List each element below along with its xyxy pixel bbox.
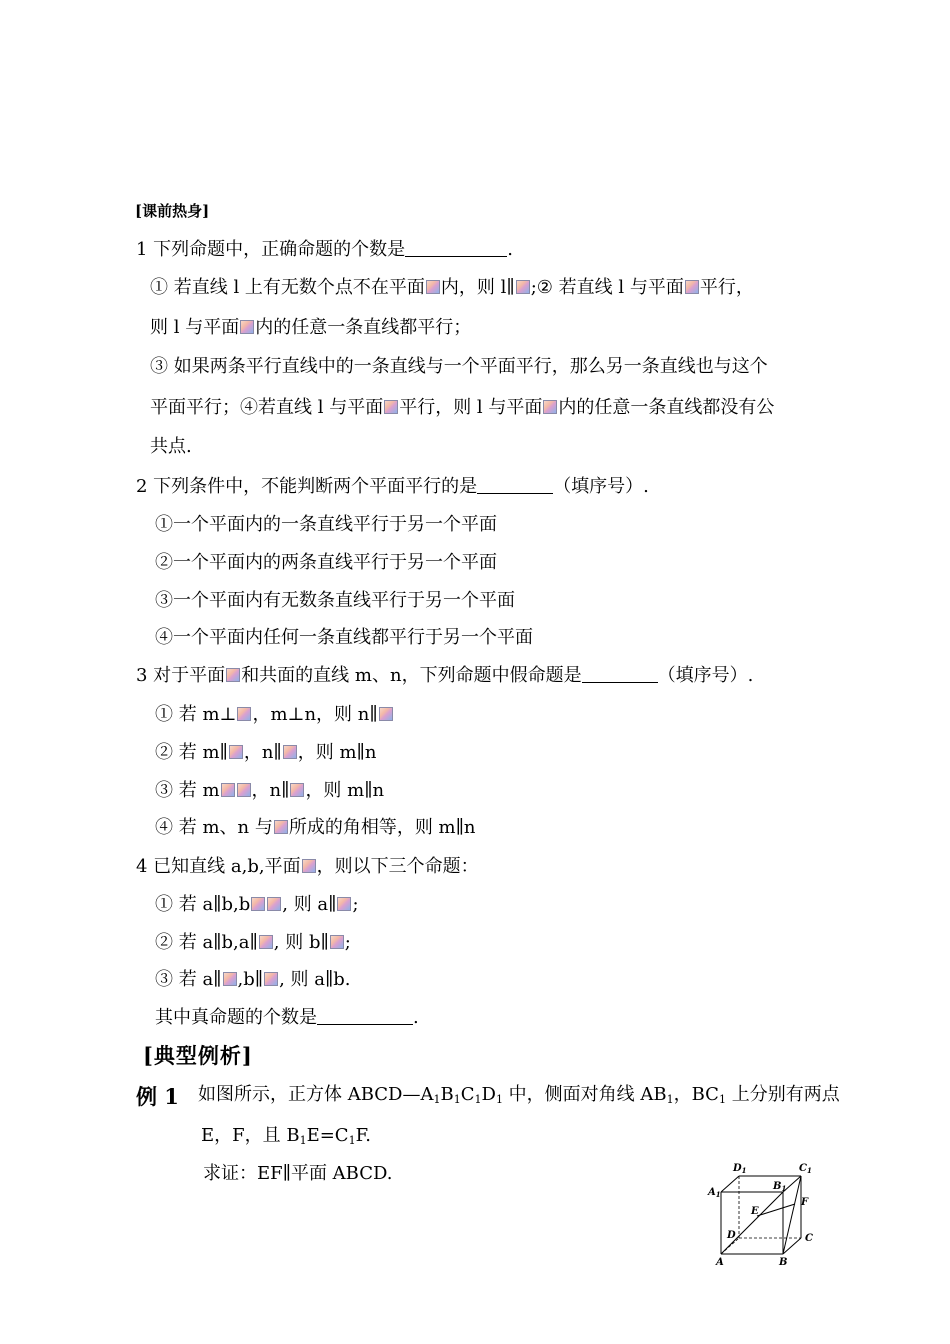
label-B: B (779, 1257, 788, 1268)
plane-symbol-icon (426, 280, 440, 294)
label-E: E (751, 1206, 759, 1217)
plane-symbol-icon (237, 783, 251, 797)
q1-line-4: 平面平行；④若直线 l 与平面 平行，则 l 与平面 内的任意一条直线都没有公 (150, 397, 775, 418)
plane-symbol-icon (543, 400, 557, 414)
plane-symbol-icon (337, 897, 351, 911)
plane-symbol-icon (226, 668, 240, 682)
subset-symbol-icon (221, 783, 235, 797)
q3-stem: 3 对于平面 和共面的直线 m、n，下列命题中假命题是 （填序号）. (136, 665, 754, 686)
q1-line-2: 则 l 与平面 内的任意一条直线都平行； (150, 317, 472, 338)
label-A: A (716, 1257, 724, 1268)
label-B1: $B_1$ (773, 1181, 787, 1193)
answer-blank[interactable] (405, 238, 507, 257)
q2-option-1: ①一个平面内的一条直线平行于另一个平面 (155, 514, 497, 535)
plane-symbol-icon (283, 745, 297, 759)
answer-blank[interactable] (317, 1006, 413, 1025)
plane-symbol-icon (685, 280, 699, 294)
q3-option-1: ① 若 m⊥ ，m⊥n，则 n∥ (155, 703, 394, 727)
subset-symbol-icon (251, 897, 265, 911)
plane-symbol-icon (384, 400, 398, 414)
plane-symbol-icon (330, 935, 344, 949)
plane-symbol-icon (516, 280, 530, 294)
label-C: C (805, 1233, 813, 1244)
plane-symbol-icon (264, 972, 278, 986)
label-D: D (727, 1230, 736, 1241)
plane-symbol-icon (259, 935, 273, 949)
q3-option-3: ③ 若 m ，n∥ ，则 m∥n (155, 780, 385, 801)
plane-symbol-icon (302, 859, 316, 873)
plane-symbol-icon (379, 707, 393, 721)
q2-stem: 2 下列条件中，不能判断两个平面平行的是 （填序号）. (136, 476, 649, 497)
section-header-warmup: [课前热身] (135, 202, 210, 220)
q2-option-4: ④一个平面内任何一条直线都平行于另一个平面 (155, 627, 533, 648)
plane-symbol-icon (223, 972, 237, 986)
example-line-3: 求证：EF∥平面 ABCD. (203, 1163, 393, 1184)
q4-option-2: ② 若 a∥b,a∥ , 则 b∥ ; (155, 932, 351, 953)
q4-tail: 其中真命题的个数是 . (155, 1007, 419, 1028)
q2-option-3: ③一个平面内有无数条直线平行于另一个平面 (155, 590, 515, 611)
q2-option-2: ②一个平面内的两条直线平行于另一个平面 (155, 552, 497, 573)
q3-option-4: ④ 若 m、n 与 所成的角相等，则 m∥n (155, 817, 476, 838)
plane-symbol-icon (237, 707, 251, 721)
q4-stem: 4 已知直线 a,b,平面 ，则以下三个命题： (136, 856, 479, 877)
section-header-examples: [典型例析] (143, 1043, 253, 1068)
example-label: 例 1 (136, 1084, 179, 1109)
plane-symbol-icon (240, 320, 254, 334)
example-line-2: E，F，且 $B_1E=C_1F$. (201, 1125, 371, 1147)
plane-symbol-icon (274, 820, 288, 834)
plane-symbol-icon (267, 897, 281, 911)
answer-blank[interactable] (582, 664, 658, 683)
label-C1: $C_1$ (799, 1163, 812, 1175)
label-A1: $A_1$ (708, 1187, 721, 1199)
q4-option-3: ③ 若 a∥ ,b∥ , 则 a∥b. (155, 969, 351, 990)
q3-option-2: ② 若 m∥ ，n∥ ，则 m∥n (155, 742, 377, 763)
q1-line-5: 共点. (150, 436, 192, 457)
plane-symbol-icon (290, 783, 304, 797)
label-F: F (801, 1197, 809, 1208)
example-line-1: 如图所示，正方体 $ABCD—A_1B_1C_1D_1$ 中，侧面对角线 $AB_1$，$BC_1$ 上分别有两点 (198, 1084, 840, 1106)
q4-option-1: ① 若 a∥b,b , 则 a∥ ; (155, 894, 359, 915)
cube-figure (705, 1158, 820, 1268)
label-D1: $D_1$ (733, 1163, 747, 1175)
plane-symbol-icon (229, 745, 243, 759)
q1-line-3: ③ 如果两条平行直线中的一条直线与一个平面平行，那么另一条直线也与这个 (150, 356, 768, 377)
q1-line-1: ① 若直线 l 上有无数个点不在平面 内，则 l∥ ;② 若直线 l 与平面 平行， (150, 277, 754, 298)
answer-blank[interactable] (477, 475, 553, 494)
q1-stem: 1 下列命题中，正确命题的个数是 . (136, 239, 513, 260)
